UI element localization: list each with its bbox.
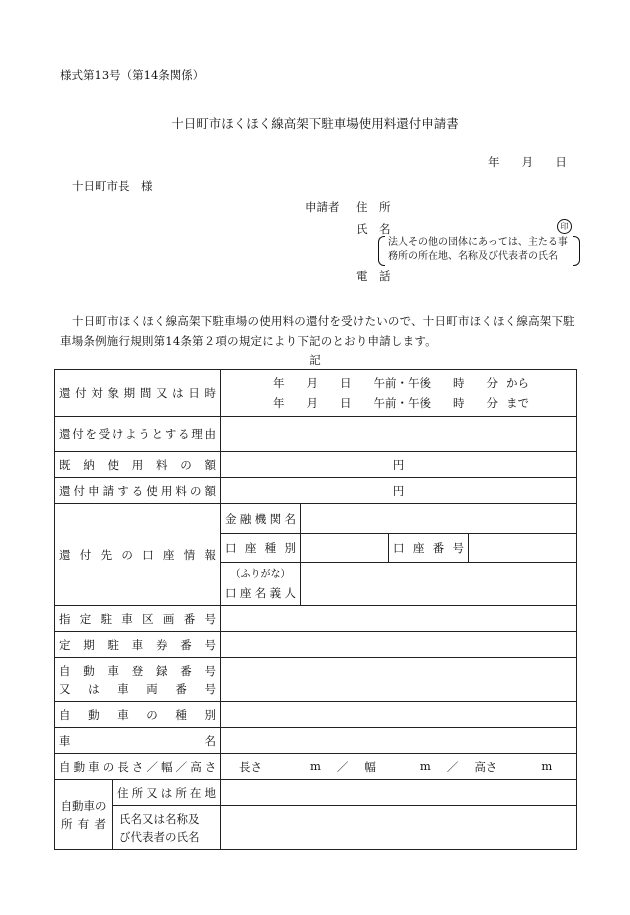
bracket-left — [378, 236, 385, 266]
owner-name-label — [113, 806, 221, 850]
holder-field[interactable] — [301, 563, 577, 606]
from-minute: 分 — [486, 376, 498, 390]
table-row — [55, 417, 577, 452]
applicant-address-label: 住 所 — [356, 200, 391, 214]
parking-space-field[interactable] — [221, 606, 577, 632]
note-text — [388, 236, 568, 264]
height-unit: m — [541, 758, 553, 773]
paid-amount-field[interactable] — [221, 452, 577, 478]
owner-name-label-2: び代表者の氏名 — [119, 829, 200, 844]
to-ampm: 午前・午後 — [373, 396, 431, 410]
seal-icon: 印 — [557, 219, 572, 234]
from-year: 年 — [273, 376, 285, 390]
length-label: 長さ — [239, 759, 262, 774]
table-row — [55, 370, 577, 417]
vehicle-type-label: 自動車の種別 — [55, 702, 221, 728]
period-label: 還付対象期間又は日時 — [55, 370, 221, 417]
account-number-field[interactable] — [469, 534, 577, 563]
dimensions-label: 自動車の長さ／幅／高さ — [55, 754, 221, 780]
from-ampm: 午前・午後 — [373, 376, 431, 390]
to-suffix: まで — [506, 396, 529, 410]
date-year: 年 — [488, 155, 500, 169]
account-type-label: 口座種別 — [221, 534, 301, 563]
refund-unit: 円 — [392, 483, 405, 498]
from-hour: 時 — [453, 376, 465, 390]
width-label: 幅 — [364, 759, 376, 774]
period-from — [225, 373, 572, 393]
table-row — [55, 606, 577, 632]
refund-amount-label: 還付申請する使用料の額 — [55, 478, 221, 504]
parking-space-label: 指定駐車区画番号 — [55, 606, 221, 632]
to-hour: 時 — [453, 396, 465, 410]
car-name-label: 車名 — [55, 728, 221, 754]
from-suffix: から — [506, 376, 529, 390]
registration-label — [55, 658, 221, 702]
paid-amount-label: 既納使用料の額 — [55, 452, 221, 478]
height-label: 高さ — [474, 759, 498, 774]
application-table — [54, 369, 577, 850]
owner-name-label-1: 氏名又は名称及 — [119, 811, 200, 826]
table-row — [55, 806, 577, 850]
registration-field[interactable] — [221, 658, 577, 702]
table-row — [55, 702, 577, 728]
owner-address-field[interactable] — [221, 780, 577, 806]
parking-pass-field[interactable] — [221, 632, 577, 658]
reason-field[interactable] — [221, 417, 577, 452]
period-field[interactable] — [221, 370, 577, 417]
furigana-label: （ふりがな） — [230, 569, 291, 580]
to-minute: 分 — [486, 396, 498, 410]
length-unit: m — [310, 758, 321, 773]
refund-amount-field[interactable] — [221, 478, 577, 504]
table-row — [55, 452, 577, 478]
date-month: 月 — [521, 155, 534, 169]
request-body: 十日町市ほくほく線高架下駐車場の使用料の還付を受けたいので、十日町市ほくほく線高架下駐車場条例施行規則第14条第２項の規定により下記のとおり申請します。 — [60, 314, 575, 348]
period-to — [225, 393, 572, 413]
separator-2: ／ — [446, 759, 459, 774]
account-number-label: 口座番号 — [389, 534, 469, 563]
dimensions-field[interactable] — [221, 754, 577, 780]
applicant-phone-label: 電 話 — [356, 269, 391, 283]
date-day: 日 — [555, 155, 567, 169]
owner-name-field[interactable] — [221, 806, 577, 850]
bracket-right — [573, 236, 580, 266]
vehicle-type-field[interactable] — [221, 702, 577, 728]
applicant-note — [378, 236, 580, 264]
addressee: 十日町市長 様 — [72, 179, 153, 193]
ki-heading: 記 — [309, 353, 321, 367]
from-day: 日 — [340, 376, 352, 390]
note-line-2: 務所の所在地、名称及び代表者の氏名 — [388, 251, 558, 262]
registration-label-1: 自動車登録番号 — [59, 663, 216, 678]
table-row — [55, 632, 577, 658]
from-month: 月 — [306, 376, 318, 390]
account-label: 還付先の口座情報 — [55, 504, 221, 606]
to-day: 日 — [340, 396, 352, 410]
holder-label — [221, 563, 301, 606]
paid-unit: 円 — [392, 457, 405, 472]
application-date — [488, 154, 569, 170]
to-month: 月 — [306, 396, 318, 410]
owner-label-2: 所有者 — [61, 816, 106, 831]
to-year: 年 — [273, 396, 285, 410]
bank-name-field[interactable] — [301, 504, 577, 534]
page-title: 十日町市ほくほく線高架下駐車場使用料還付申請書 — [171, 116, 459, 131]
table-row — [55, 478, 577, 504]
holder-label-text: 口座名義人 — [225, 586, 296, 600]
note-line-1: 法人その他の団体にあっては、主たる事 — [388, 237, 568, 248]
applicant-name-label: 氏 名 — [356, 222, 391, 236]
bank-name-label: 金融機関名 — [221, 504, 301, 534]
applicant-label: 申請者 — [305, 200, 340, 214]
table-row — [55, 754, 577, 780]
account-type-field[interactable] — [301, 534, 389, 563]
table-row — [55, 780, 577, 806]
car-name-field[interactable] — [221, 728, 577, 754]
dimensions-row — [225, 759, 572, 775]
reason-label: 還付を受けようとする理由 — [55, 417, 221, 452]
registration-label-2: 又は車両番号 — [59, 681, 216, 696]
owner-label — [55, 780, 113, 850]
table-row — [55, 658, 577, 702]
separator-1: ／ — [336, 759, 349, 774]
width-unit: m — [419, 758, 431, 773]
owner-address-label: 住所又は所在地 — [113, 780, 221, 806]
parking-pass-label: 定期駐車券番号 — [55, 632, 221, 658]
table-row — [55, 504, 577, 534]
owner-label-1: 自動車の — [60, 798, 107, 813]
table-row — [55, 728, 577, 754]
form-number: 様式第13号（第14条関係） — [60, 68, 205, 82]
